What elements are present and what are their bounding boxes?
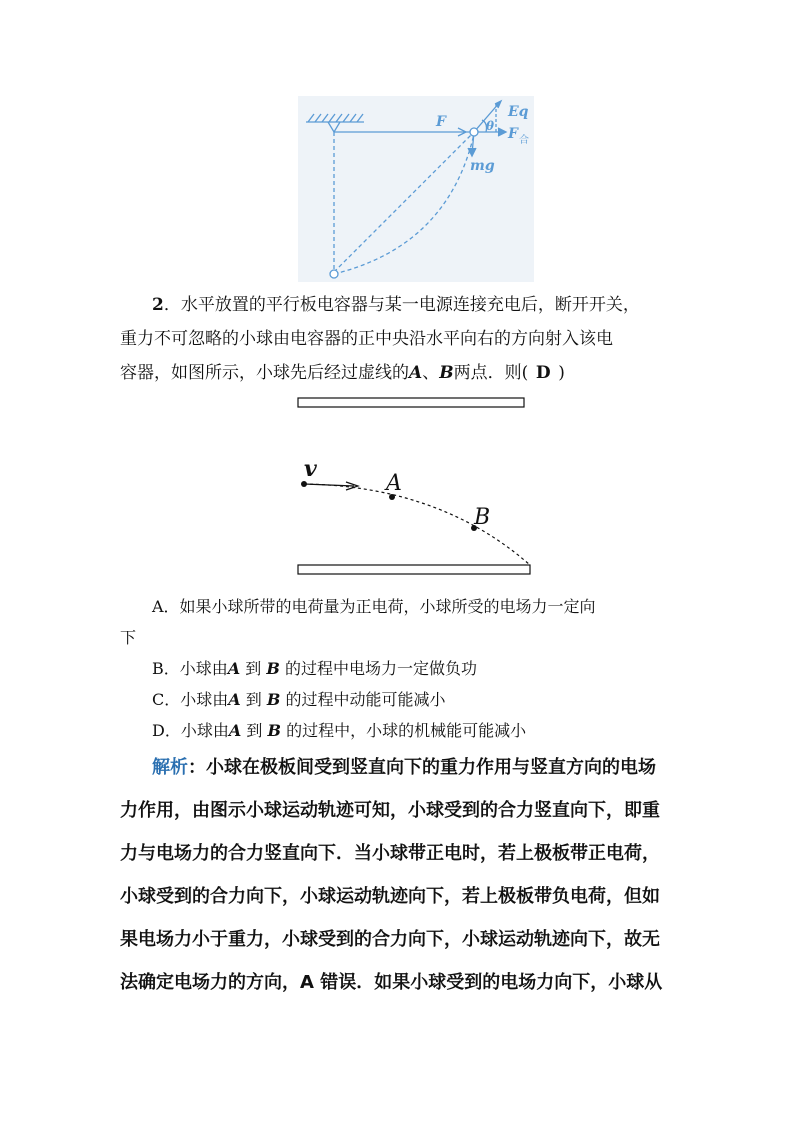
solution-text-1: ：小球在极板间受到竖直向下的重力作用与竖直方向的电场 xyxy=(188,757,656,778)
lower-plate xyxy=(298,565,530,574)
solution-label: 解析 xyxy=(152,757,188,778)
ball-top xyxy=(470,128,478,136)
option-b xyxy=(152,653,477,685)
question-text-3b: 两点．则( xyxy=(453,363,529,383)
option-d-b: B xyxy=(267,721,281,740)
option-c-a: A xyxy=(228,690,241,709)
fhe-arrowhead xyxy=(498,128,506,136)
option-d-post: 的过程中，小球的机械能可能减小 xyxy=(286,721,527,740)
option-c-b: B xyxy=(266,690,281,709)
ceiling-hatch xyxy=(343,114,349,122)
option-d-mid: 到 xyxy=(246,721,263,740)
question-text-1: ．水平放置的平行板电容器与某一电源连接充电后，断开开关， xyxy=(163,295,640,315)
option-b-b: B xyxy=(266,659,280,678)
capacitor-svg xyxy=(290,390,540,580)
solution-text-6: 法确定电场力的方向，A 错误．如果小球受到的电场力向下，小球从 xyxy=(120,972,663,993)
label-v: v xyxy=(304,456,317,482)
answer: D xyxy=(535,363,551,383)
ceiling-hatch xyxy=(357,114,363,122)
dashed-string xyxy=(334,132,474,272)
point-a-ref: A xyxy=(409,363,423,383)
label-mg: mg xyxy=(470,158,495,174)
option-b-pre: B．小球由 xyxy=(152,659,228,678)
ball-bottom xyxy=(330,270,338,278)
force-diagram-svg xyxy=(298,96,534,282)
label-fhe: F xyxy=(508,126,518,142)
ceiling-hatch xyxy=(315,114,321,122)
capacitor-figure xyxy=(290,390,540,580)
force-diagram-figure xyxy=(298,96,534,282)
ceiling-hatch xyxy=(329,114,335,122)
question-sep: 、 xyxy=(422,363,440,383)
question-line-1 xyxy=(152,288,640,322)
ceiling-hatch xyxy=(350,114,356,122)
upper-plate xyxy=(298,398,524,407)
solution-line-5: 果电场力小于重力，小球受到的合力向下，小球运动轨迹向下，故无 xyxy=(120,929,660,950)
option-b-mid: 到 xyxy=(245,659,262,678)
question-number: 2 xyxy=(152,295,164,315)
option-a-line-2: 下 xyxy=(120,628,137,647)
ceiling-hatch xyxy=(336,114,342,122)
solution-line-2: 力作用，由图示小球运动轨迹可知，小球受到的合力竖直向下，即重 xyxy=(120,800,660,821)
solution-line-3: 力与电场力的合力竖直向下．当小球带正电时，若上极板带正电荷， xyxy=(120,843,660,864)
pivot-triangle xyxy=(328,122,340,132)
ceiling-hatch xyxy=(308,114,314,122)
solution-line-1 xyxy=(152,750,656,786)
label-theta: θ xyxy=(486,119,495,133)
option-c-pre: C．小球由 xyxy=(152,690,229,709)
label-a: A xyxy=(386,471,402,496)
label-b: B xyxy=(474,505,491,530)
label-eq: Eq xyxy=(508,104,529,120)
velocity-arrow xyxy=(304,484,354,486)
option-d-a: A xyxy=(228,721,242,740)
label-he: 合 xyxy=(519,135,529,146)
question-text-3c: ) xyxy=(558,363,565,383)
option-c xyxy=(152,684,446,716)
solution-line-4: 小球受到的合力向下，小球运动轨迹向下，若上极板带负电荷，但如 xyxy=(120,886,660,907)
dashed-arc xyxy=(334,134,474,274)
option-d xyxy=(152,715,526,747)
question-line-3 xyxy=(120,356,565,390)
question-text-3a: 容器，如图所示，小球先后经过虚线的 xyxy=(120,363,409,383)
label-f: F xyxy=(436,114,446,130)
ceiling-hatch xyxy=(322,114,328,122)
question-line-2: 重力不可忽略的小球由电容器的正中央沿水平向右的方向射入该电 xyxy=(120,329,613,349)
option-b-a: A xyxy=(227,659,241,678)
option-a-line-1: A．如果小球所带的电荷量为正电荷，小球所受的电场力一定向 xyxy=(152,597,596,616)
solution-line-6 xyxy=(120,965,662,1001)
option-b-post: 的过程中电场力一定做负功 xyxy=(285,659,478,678)
trajectory xyxy=(304,484,530,565)
option-c-post: 的过程中动能可能减小 xyxy=(285,690,446,709)
option-c-mid: 到 xyxy=(245,690,262,709)
point-b-ref: B xyxy=(439,363,454,383)
option-d-pre: D．小球由 xyxy=(152,721,229,740)
